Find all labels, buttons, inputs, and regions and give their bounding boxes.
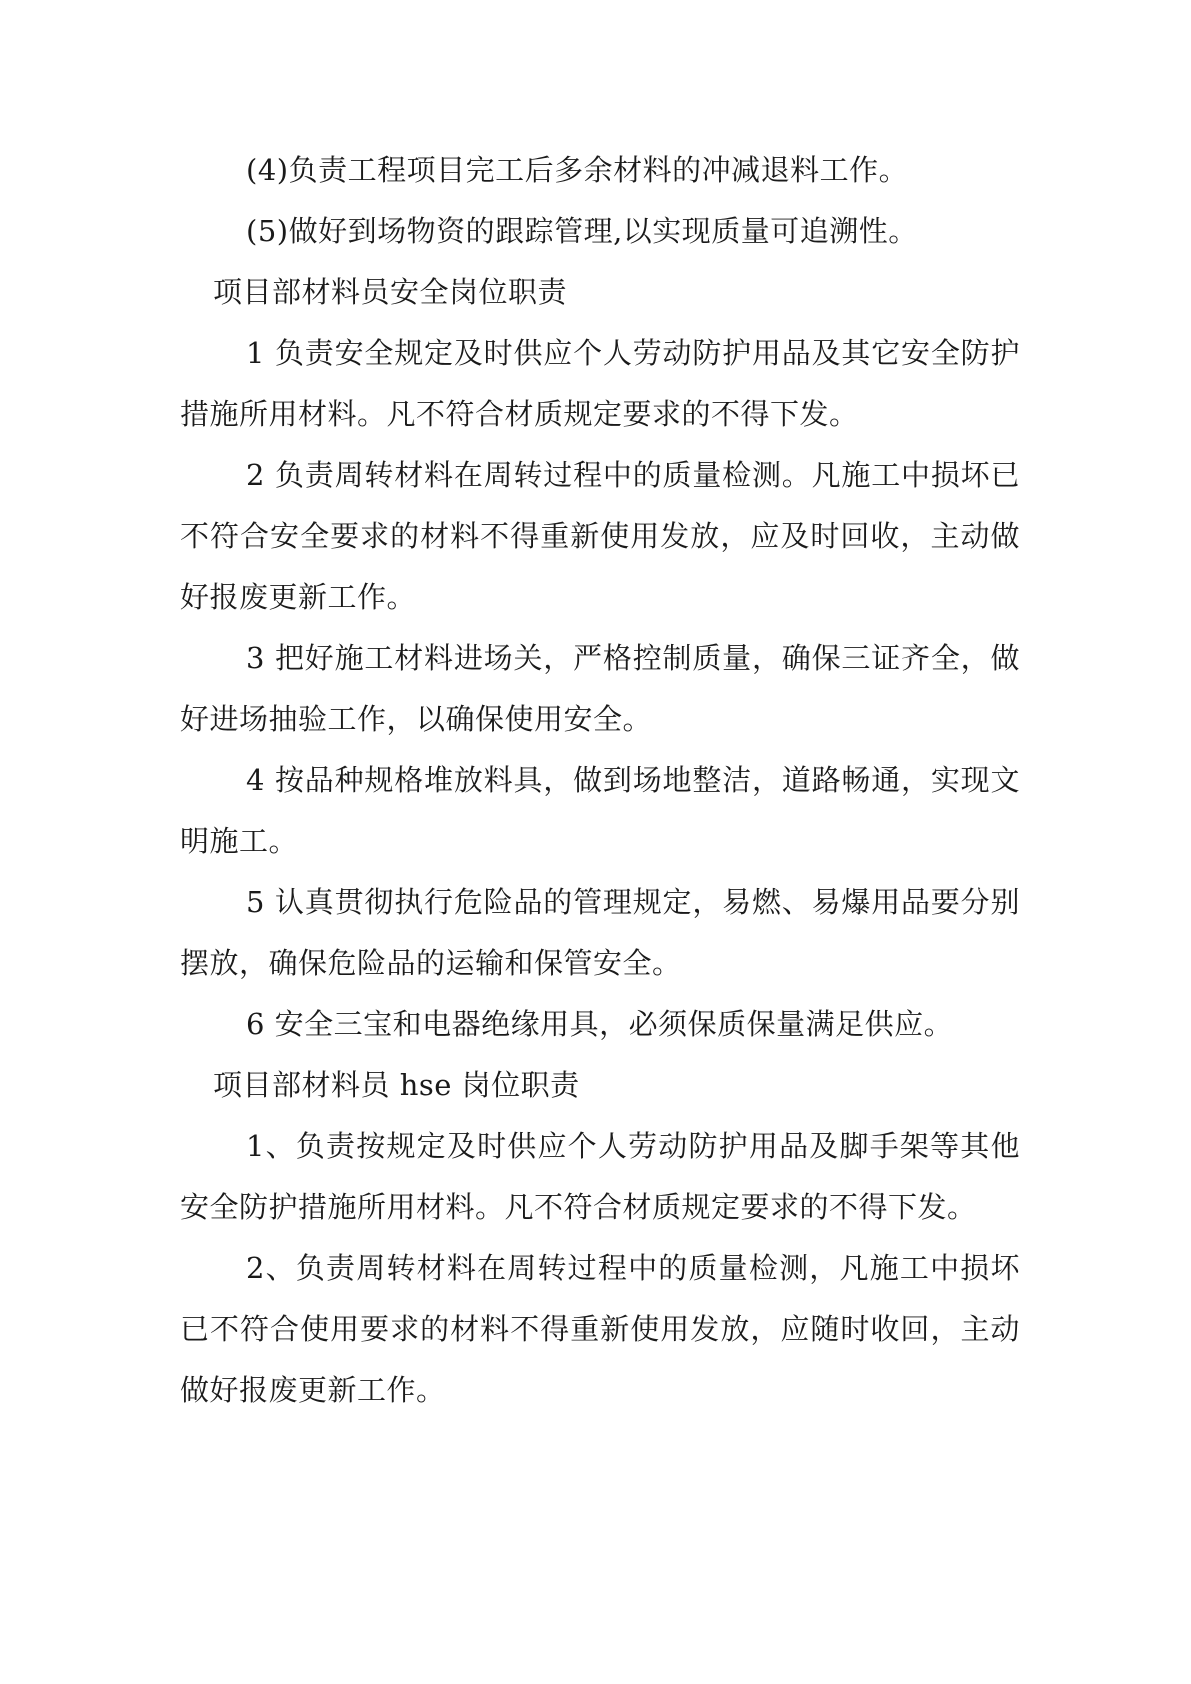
paragraph-safety-3: 3 把好施工材料进场关，严格控制质量，确保三证齐全，做好进场抽验工作，以确保使用安全。 bbox=[180, 641, 1020, 736]
paragraph-hse-2: 2、负责周转材料在周转过程中的质量检测，凡施工中损坏已不符合使用要求的材料不得重新使用发放，应随时收回，主动做好报废更新工作。 bbox=[180, 1251, 1020, 1407]
paragraph-safety-2: 2 负责周转材料在周转过程中的质量检测。凡施工中损坏已不符合安全要求的材料不得重新使用发放，应及时回收，主动做好报废更新工作。 bbox=[180, 458, 1020, 614]
section-heading-hse: 项目部材料员 hse 岗位职责 bbox=[213, 1068, 580, 1102]
paragraph-item-5: (5)做好到场物资的跟踪管理,以实现质量可追溯性。 bbox=[246, 214, 918, 248]
paragraph-safety-6: 6 安全三宝和电器绝缘用具，必须保质保量满足供应。 bbox=[246, 1007, 954, 1041]
paragraph-item-4: (4)负责工程项目完工后多余材料的冲减退料工作。 bbox=[246, 153, 909, 187]
paragraph-safety-4: 4 按品种规格堆放料具，做到场地整洁，道路畅通，实现文明施工。 bbox=[180, 763, 1020, 858]
paragraph-safety-1: 1 负责安全规定及时供应个人劳动防护用品及其它安全防护措施所用材料。凡不符合材质规定要求的不得下发。 bbox=[180, 336, 1020, 431]
document-body bbox=[180, 140, 1020, 1421]
section-heading-safety: 项目部材料员安全岗位职责 bbox=[213, 275, 568, 309]
paragraph-hse-1: 1、负责按规定及时供应个人劳动防护用品及脚手架等其他安全防护措施所用材料。凡不符合材质规定要求的不得下发。 bbox=[180, 1129, 1020, 1224]
paragraph-safety-5: 5 认真贯彻执行危险品的管理规定，易燃、易爆用品要分别摆放，确保危险品的运输和保管安全。 bbox=[180, 885, 1020, 980]
